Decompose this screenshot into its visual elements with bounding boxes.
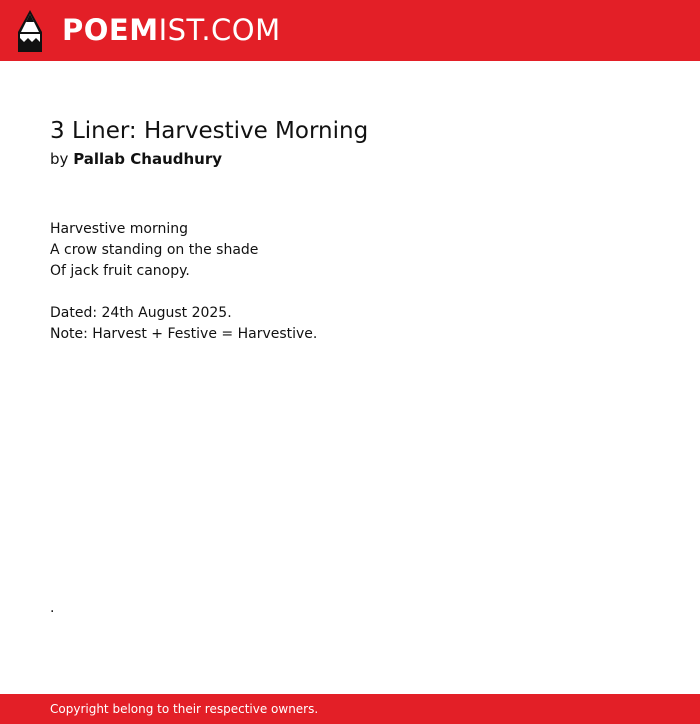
author-name[interactable]: Pallab Chaudhury	[73, 150, 223, 168]
poem-title: 3 Liner: Harvestive Morning	[50, 118, 369, 144]
poem-line: A crow standing on the shade	[50, 242, 259, 258]
site-logo[interactable]	[62, 13, 281, 47]
pencil-icon[interactable]	[18, 10, 42, 52]
poem-line: Of jack fruit canopy.	[50, 263, 190, 279]
copyright-text: Copyright belong to their respective owners.	[50, 702, 319, 716]
logo-bold-text: POEM	[62, 13, 159, 47]
by-label: by	[50, 150, 69, 168]
site-footer	[0, 694, 700, 724]
poem-blank-line	[50, 282, 317, 303]
logo-light-text: IST.COM	[158, 13, 281, 47]
byline	[50, 149, 222, 169]
poem-line: Note: Harvest + Festive = Harvestive.	[50, 326, 318, 342]
poem-line: Harvestive morning	[50, 221, 189, 237]
poem-line: Dated: 24th August 2025.	[50, 305, 232, 321]
poem-body	[50, 219, 317, 345]
site-header	[0, 0, 700, 61]
trailing-mark: .	[50, 600, 55, 616]
